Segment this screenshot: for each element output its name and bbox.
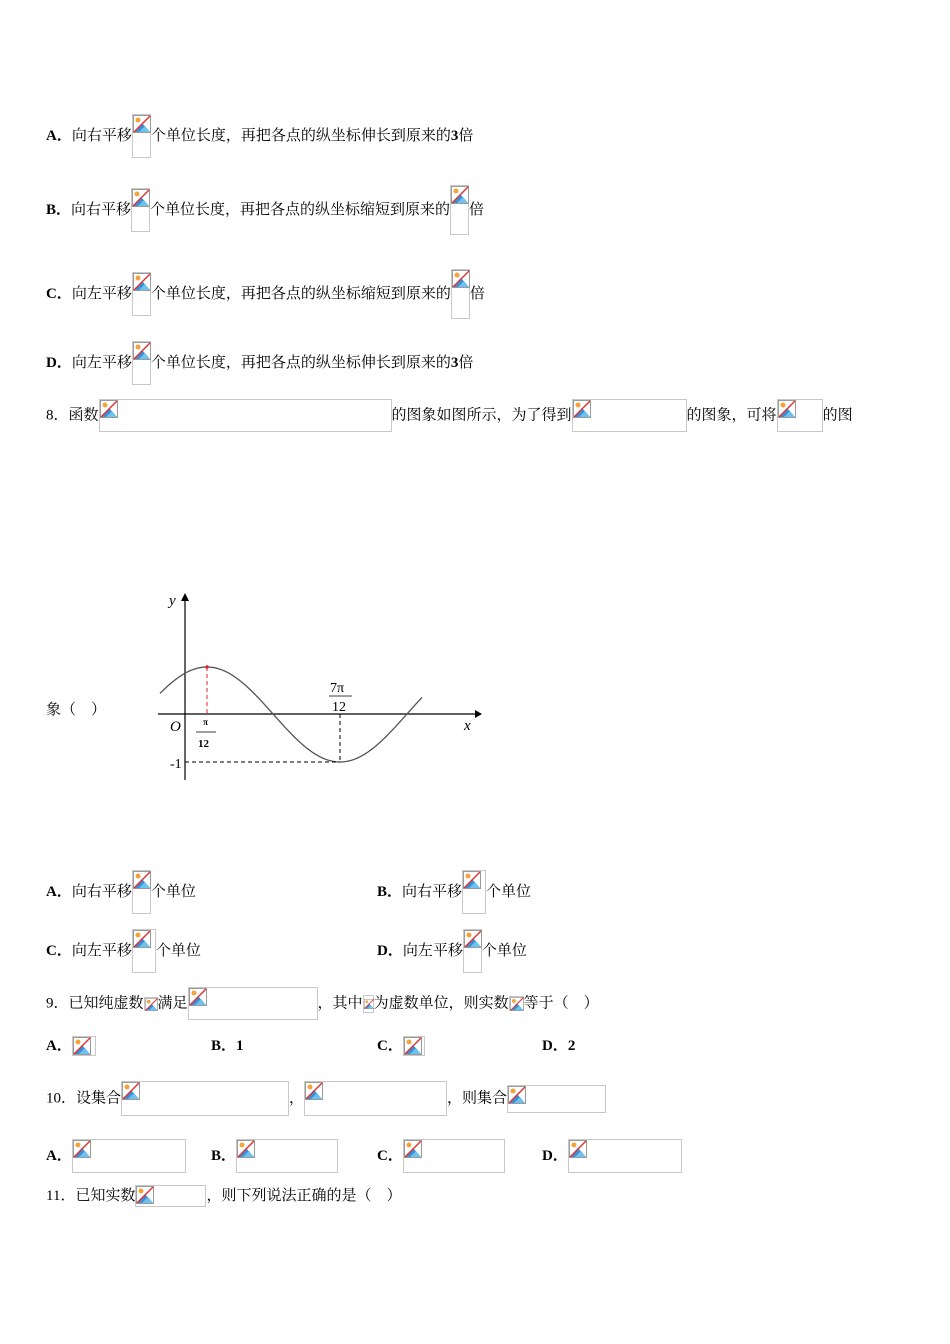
- question-text: 函数: [68, 405, 99, 424]
- formula-image: [568, 1139, 682, 1173]
- formula-image: [304, 1081, 447, 1116]
- question-text: ，其中: [317, 993, 363, 1012]
- option-text: 个单位: [150, 882, 196, 900]
- q10-option-b: [211, 1139, 338, 1173]
- q9-option-b: [211, 1035, 244, 1056]
- formula-image: [131, 188, 150, 232]
- broken-image-icon: [463, 871, 481, 889]
- q8-stem: [46, 399, 853, 432]
- broken-image-icon: [133, 871, 151, 889]
- q11-stem: [46, 1185, 401, 1207]
- y-axis-arrow-icon: [181, 593, 189, 601]
- broken-image-icon: [133, 115, 151, 133]
- option-value: 2: [567, 1038, 576, 1054]
- option-text: 个单位: [486, 882, 532, 900]
- formula-image: [132, 341, 151, 385]
- q7-option-b: [46, 185, 484, 235]
- question-text: 已知纯虚数: [68, 993, 144, 1012]
- q8-stem-continued: 象（ ）: [46, 700, 107, 718]
- broken-image-icon: [132, 189, 150, 207]
- q8-option-c: [46, 929, 201, 973]
- question-number: 8．: [46, 407, 69, 424]
- option-text: 个单位长度，再把各点的纵坐标缩短到原来的: [150, 284, 451, 302]
- formula-image: [450, 185, 469, 235]
- broken-image-icon: [73, 1140, 91, 1158]
- twelve-label-2: 12: [332, 700, 346, 715]
- option-label: A．: [46, 1038, 72, 1054]
- formula-image: [132, 114, 151, 158]
- formula-image: [572, 399, 687, 432]
- option-text: 向右平移: [71, 882, 132, 900]
- option-label: B．: [211, 1038, 237, 1054]
- q10-stem: [46, 1081, 606, 1116]
- option-text: 倍: [469, 200, 485, 218]
- option-text: 向左平移: [71, 353, 132, 371]
- option-text: 向左平移: [71, 941, 132, 959]
- broken-image-icon: [122, 1082, 140, 1100]
- option-text: 向右平移: [402, 882, 463, 900]
- option-text: 倍: [469, 284, 485, 302]
- q8-option-b: [377, 870, 531, 914]
- formula-image: [403, 1036, 425, 1056]
- x-axis-arrow-icon: [475, 710, 482, 718]
- option-label: D．: [46, 355, 72, 371]
- q7-option-a: [46, 114, 473, 158]
- broken-image-icon: [73, 1037, 91, 1055]
- option-text: 向右平移: [71, 126, 132, 144]
- broken-image-icon: [133, 930, 151, 948]
- question-text: 的图象如图所示，为了得到: [391, 405, 572, 424]
- broken-image-icon: [778, 400, 796, 418]
- broken-image-icon: [305, 1082, 323, 1100]
- x-label: x: [464, 718, 471, 734]
- option-text: 个单位长度，再把各点的纵坐标缩短到原来的: [150, 200, 451, 218]
- broken-image-icon: [237, 1140, 255, 1158]
- broken-image-icon: [464, 930, 482, 948]
- question-text: 满足: [157, 993, 188, 1012]
- formula-image: [144, 997, 158, 1011]
- sine-graph: [150, 585, 490, 790]
- formula-image: [451, 269, 470, 319]
- option-text: 个单位长度，再把各点的纵坐标伸长到原来的: [150, 353, 451, 371]
- broken-image-icon: [451, 186, 469, 204]
- option-label: B．: [377, 884, 403, 900]
- option-text: 向左平移: [71, 284, 132, 302]
- q9-option-c: [377, 1035, 425, 1056]
- q10-option-d: [542, 1139, 682, 1173]
- question-text: ，则集合: [447, 1088, 508, 1107]
- broken-image-icon: [136, 1186, 154, 1204]
- broken-image-icon: [133, 273, 151, 291]
- formula-image: [463, 929, 482, 973]
- option-text: 个单位长度，再把各点的纵坐标伸长到原来的: [150, 126, 451, 144]
- question-text: 设集合: [76, 1088, 122, 1107]
- formula-image: [509, 996, 524, 1011]
- question-text: 的图象，可将: [686, 405, 777, 424]
- option-label: C．: [377, 1148, 403, 1164]
- q7-option-d: [46, 341, 473, 385]
- option-number: 3: [450, 355, 459, 371]
- seven-pi-label: 7π: [330, 681, 345, 696]
- formula-image: [121, 1081, 289, 1116]
- pi-label: π: [203, 717, 208, 727]
- question-text: 已知实数: [75, 1186, 136, 1204]
- broken-image-icon: [145, 998, 158, 1011]
- q9-option-d: [542, 1035, 575, 1056]
- q9-stem: [46, 987, 599, 1020]
- broken-image-icon: [569, 1140, 587, 1158]
- question-number: 10．: [46, 1090, 77, 1107]
- option-text: 向右平移: [71, 200, 132, 218]
- formula-image: [135, 1185, 206, 1207]
- option-label: D．: [542, 1038, 568, 1054]
- option-label: D．: [542, 1148, 568, 1164]
- formula-image: [132, 272, 151, 316]
- option-label: D．: [377, 943, 403, 959]
- formula-image: [188, 987, 318, 1020]
- minus-one-label: -1: [170, 757, 182, 772]
- option-number: 3: [450, 128, 459, 144]
- origin-label: O: [170, 719, 181, 735]
- option-label: A．: [46, 884, 72, 900]
- question-number: 9．: [46, 995, 69, 1012]
- option-label: B．: [46, 202, 72, 218]
- option-label: A．: [46, 1148, 72, 1164]
- formula-image: [99, 399, 392, 432]
- q8-option-d: [377, 929, 527, 973]
- option-text: 倍: [458, 353, 474, 371]
- formula-image: [236, 1139, 338, 1173]
- q10-option-c: [377, 1139, 505, 1173]
- option-label: C．: [46, 943, 72, 959]
- q8-option-a: [46, 870, 196, 914]
- question-text: 的图: [822, 405, 853, 424]
- formula-image: [72, 1139, 186, 1173]
- broken-image-icon: [133, 342, 151, 360]
- option-label: C．: [46, 286, 72, 302]
- formula-image: [507, 1085, 606, 1113]
- broken-image-icon: [404, 1037, 422, 1055]
- broken-image-icon: [100, 400, 118, 418]
- broken-image-icon: [404, 1140, 422, 1158]
- option-text: 个单位: [155, 941, 201, 959]
- broken-image-icon: [452, 270, 470, 288]
- broken-image-icon: [364, 996, 374, 1012]
- formula-image: [72, 1036, 96, 1056]
- broken-image-icon: [510, 997, 524, 1011]
- formula-image: [132, 870, 151, 914]
- max-point: [205, 665, 209, 669]
- option-text: 个单位: [481, 941, 527, 959]
- broken-image-icon: [508, 1086, 526, 1104]
- formula-image: [462, 870, 486, 914]
- option-label: C．: [377, 1038, 403, 1054]
- option-text: 倍: [458, 126, 474, 144]
- question-text: 等于（ ）: [523, 993, 599, 1012]
- twelve-label: 12: [198, 738, 209, 750]
- formula-image: [403, 1139, 505, 1173]
- question-number: 11．: [46, 1188, 76, 1204]
- formula-image: [363, 995, 374, 1013]
- q9-option-a: [46, 1035, 96, 1056]
- option-value: 1: [236, 1038, 244, 1054]
- question-text: 为虚数单位，则实数: [373, 993, 509, 1012]
- q10-option-a: [46, 1139, 186, 1173]
- broken-image-icon: [189, 988, 207, 1006]
- option-text: 向左平移: [402, 941, 463, 959]
- option-label: B．: [211, 1148, 237, 1164]
- broken-image-icon: [573, 400, 591, 418]
- option-label: A．: [46, 128, 72, 144]
- formula-image: [132, 929, 156, 973]
- question-text: ，: [289, 1088, 305, 1107]
- y-label: y: [169, 593, 176, 609]
- formula-image: [777, 399, 823, 432]
- question-text: ，则下列说法正确的是（ ）: [206, 1186, 402, 1204]
- q7-option-c: [46, 269, 485, 319]
